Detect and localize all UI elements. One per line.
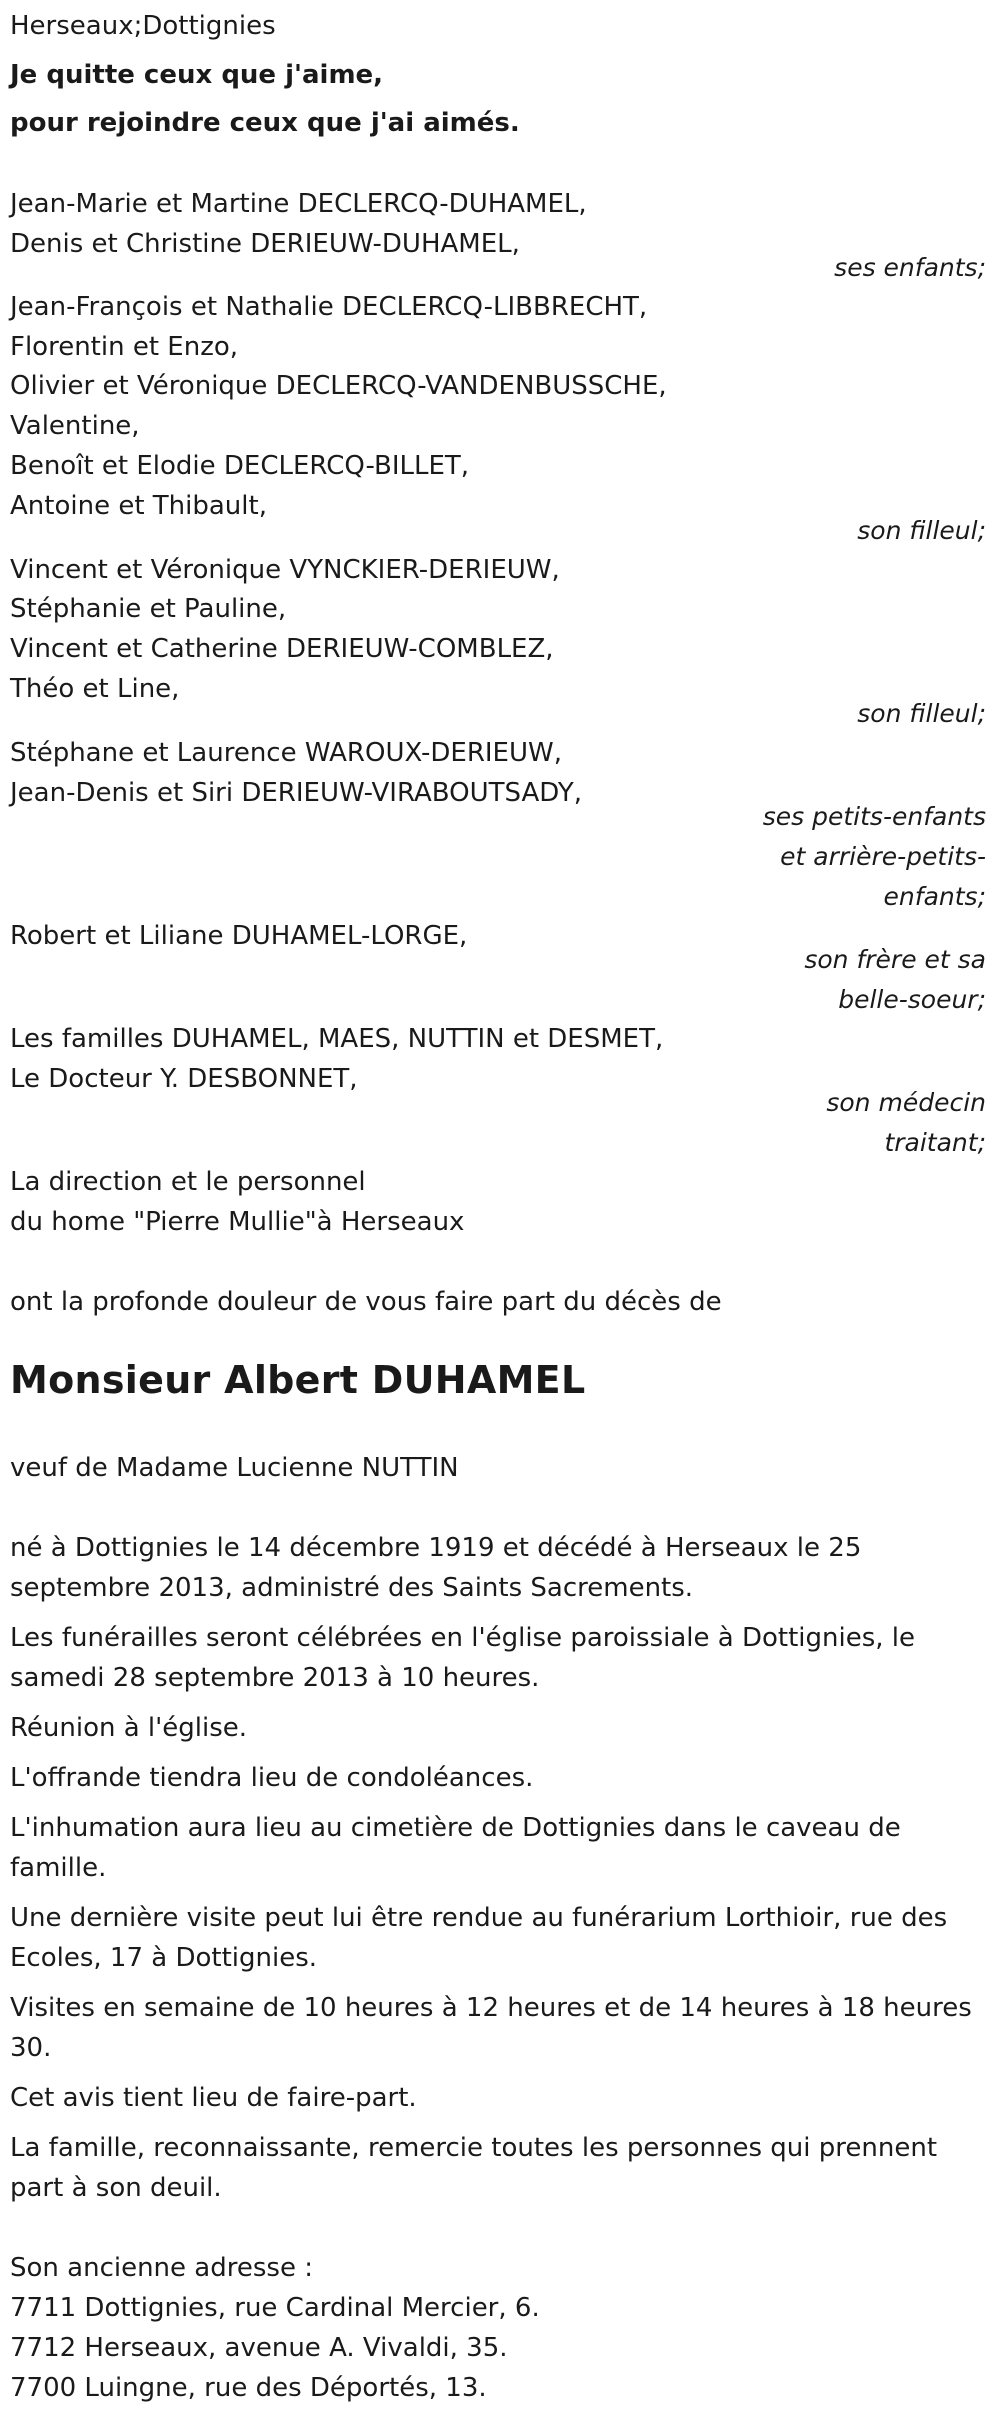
detail-line: L'inhumation aura lieu au cimetière de Dottignies dans le caveau de <box>10 1813 901 1843</box>
detail-line: né à Dottignies le 14 décembre 1919 et décédé à Herseaux le 25 <box>10 1533 862 1563</box>
place-line: Herseaux;Dottignies <box>10 11 276 41</box>
family-line: Théo et Line, <box>10 674 180 704</box>
detail-line: Les funérailles seront célébrées en l'église paroissiale à Dottignies, le <box>10 1623 915 1653</box>
address-line: 7700 Luingne, rue des Déportés, 13. <box>10 2373 487 2403</box>
address-heading: Son ancienne adresse : <box>10 2253 313 2283</box>
detail-line: 30. <box>10 2033 52 2063</box>
detail-line: La famille, reconnaissante, remercie toutes les personnes qui prennent <box>10 2133 938 2163</box>
relation-label: belle-soeur; <box>838 985 986 1014</box>
children-line: Jean-Marie et Martine DECLERCQ-DUHAMEL, <box>10 189 587 219</box>
relation-label: ses enfants; <box>834 253 986 282</box>
family-line: Florentin et Enzo, <box>10 332 239 362</box>
children-line: Denis et Christine DERIEUW-DUHAMEL, <box>10 229 520 259</box>
detail-line: Ecoles, 17 à Dottignies. <box>10 1943 318 1973</box>
family-line: Jean-François et Nathalie DECLERCQ-LIBBRECHT, <box>10 292 648 322</box>
family-line: Robert et Liliane DUHAMEL-LORGE, <box>10 921 468 951</box>
relation-label: son frère et sa <box>804 945 986 974</box>
detail-line: septembre 2013, administré des Saints Sacrements. <box>10 1573 694 1603</box>
family-line: Stéphane et Laurence WAROUX-DERIEUW, <box>10 738 562 768</box>
relation-label: son médecin <box>826 1088 986 1117</box>
relation-label: son filleul; <box>857 699 986 728</box>
family-line: Olivier et Véronique DECLERCQ-VANDENBUSSCHE, <box>10 371 667 401</box>
address-line: 7711 Dottignies, rue Cardinal Mercier, 6. <box>10 2293 540 2323</box>
deceased-name: Monsieur Albert DUHAMEL <box>10 1358 586 1402</box>
family-line: Les familles DUHAMEL, MAES, NUTTIN et DESMET, <box>10 1024 664 1054</box>
detail-line: part à son deuil. <box>10 2173 222 2203</box>
detail-line: famille. <box>10 1853 107 1883</box>
poem-line: Je quitte ceux que j'aime, <box>10 60 384 90</box>
detail-line: Visites en semaine de 10 heures à 12 heures et de 14 heures à 18 heures <box>10 1993 972 2023</box>
detail-line: samedi 28 septembre 2013 à 10 heures. <box>10 1663 540 1693</box>
direction-line: du home "Pierre Mullie"à Herseaux <box>10 1207 465 1237</box>
relation-label: enfants; <box>883 882 986 911</box>
family-line: Vincent et Catherine DERIEUW-COMBLEZ, <box>10 634 554 664</box>
family-line: Antoine et Thibault, <box>10 491 267 521</box>
relation-label: son filleul; <box>857 516 986 545</box>
family-line: Stéphanie et Pauline, <box>10 594 287 624</box>
family-line: Valentine, <box>10 411 140 441</box>
detail-line: L'offrande tiendra lieu de condoléances. <box>10 1763 534 1793</box>
detail-line: Une dernière visite peut lui être rendue au funérarium Lorthioir, rue des <box>10 1903 948 1933</box>
family-line: Benoît et Elodie DECLERCQ-BILLET, <box>10 451 470 481</box>
relation-label: traitant; <box>884 1128 986 1157</box>
family-line: Le Docteur Y. DESBONNET, <box>10 1064 358 1094</box>
family-line: Vincent et Véronique VYNCKIER-DERIEUW, <box>10 555 560 585</box>
announcement-line: ont la profonde douleur de vous faire part du décès de <box>10 1287 722 1317</box>
detail-line: Réunion à l'église. <box>10 1713 248 1743</box>
relation-label: et arrière-petits- <box>780 842 986 871</box>
direction-line: La direction et le personnel <box>10 1167 366 1197</box>
family-line: Jean-Denis et Siri DERIEUW-VIRABOUTSADY, <box>10 778 583 808</box>
poem-line: pour rejoindre ceux que j'ai aimés. <box>10 108 520 138</box>
detail-line: Cet avis tient lieu de faire-part. <box>10 2083 417 2113</box>
relation-label: ses petits-enfants <box>762 802 986 831</box>
widower-line: veuf de Madame Lucienne NUTTIN <box>10 1453 459 1483</box>
address-line: 7712 Herseaux, avenue A. Vivaldi, 35. <box>10 2333 508 2363</box>
